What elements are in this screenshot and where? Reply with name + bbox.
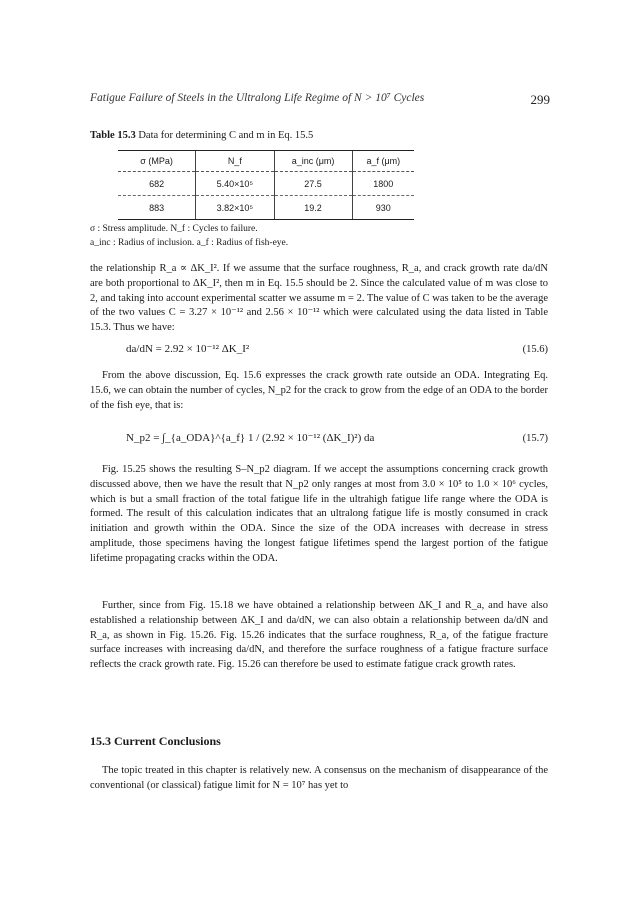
equation: [90, 338, 548, 362]
table-cell: 3.82×10⁵: [196, 196, 274, 220]
table-notes: [90, 222, 288, 250]
table-cell: 883: [118, 196, 196, 220]
body-paragraph: Fig. 15.25 shows the resulting S–N_p2 diagram. If we accept the assumptions concerning crack growth discussed above, then we have the result that N_p2 only ranges at most from 3.0 × 10⁵ to 1.0 × 10⁶ cycles, which is but a small fraction of the total fatigue life in the ultrahigh fatigue life range where the ODA is formed. The result of this calculation indicates that an ultralong fatigue life is mostly consumed in crack initiation and growth within the ODA. Since the size of the ODA increases with decrease in stress amplitude, those specimens having the longest fatigue lifetimes spend the largest portion of the fatigue lifetime propagating cracks within the ODA.: [90, 464, 548, 564]
table-cell: 682: [118, 172, 196, 196]
table-cell: 5.40×10⁵: [196, 172, 274, 196]
table-cell: 27.5: [274, 172, 352, 196]
data-table: [118, 150, 414, 220]
body-paragraph: Further, since from Fig. 15.18 we have obtained a relationship between ΔK_I and R_a, and have also established a relationship between ΔK_I and da/dN, we can also obtain a relationship between da/dN and R_a, as shown in Fig. 15.26. Fig. 15.26 indicates that the surface roughness, R_a, of the fatigue fracture surface increases with increasing da/dN, and therefore the surface roughness of a fatigue fracture surface reflects the crack growth rate. Fig. 15.26 can therefore be used to estimate fatigue crack growth rates.: [90, 600, 548, 671]
table-note: σ : Stress amplitude. N_f : Cycles to failure.: [90, 224, 258, 234]
table-header-cell: σ (MPa): [118, 151, 196, 172]
table-caption: [90, 130, 313, 141]
equation-body: da/dN = 2.92 × 10⁻¹² ΔK_I²: [126, 343, 250, 355]
table-cell: 1800: [352, 172, 414, 196]
table-cell: 930: [352, 196, 414, 220]
table-header-cell: a_inc (μm): [274, 151, 352, 172]
table-note: a_inc : Radius of inclusion. a_f : Radius of fish-eye.: [90, 238, 289, 248]
equation: [90, 422, 548, 456]
equation-number: (15.6): [522, 344, 548, 355]
body-paragraph: From the above discussion, Eq. 15.6 expresses the crack growth rate outside an ODA. Integrating Eq. 15.6, we can obtain the number of cycles, N_p2 for the crack to grow from the edge of an ODA to the border of the fish eye, that is:: [90, 370, 548, 411]
body-paragraph: the relationship R_a ∝ ΔK_I². If we assume that the surface roughness, R_a, and crack growth rate da/dN are both proportional to ΔK_I², then m in Eq. 15.5 should be 2. Since the calculated value of m was close to 2, and taking into account experimental scatter we assume m = 2. The value of C was taken to be the average of the two values C = 3.27 × 10⁻¹² and 2.56 × 10⁻¹² which were calculated using the data listed in Table 15.3. Thus we have:: [90, 263, 548, 334]
running-header: [90, 92, 550, 110]
table-caption-label: Table 15.3: [90, 130, 136, 141]
page-number: 299: [530, 92, 550, 107]
table-row: [118, 172, 414, 196]
table-cell: 19.2: [274, 196, 352, 220]
body-paragraph: The topic treated in this chapter is relatively new. A consensus on the mechanism of disappearance of the conventional (or classical) fatigue limit for N = 10⁷ has yet to: [90, 765, 548, 791]
table-header-cell: N_f: [196, 151, 274, 172]
table-caption-text: Data for determining C and m in Eq. 15.5: [138, 130, 314, 141]
equation-number: (15.7): [522, 433, 548, 444]
equation-body: N_p2 = ∫_{a_ODA}^{a_f} 1 / (2.92 × 10⁻¹² (ΔK_I)²) da: [126, 432, 375, 444]
running-title: Fatigue Failure of Steels in the Ultralong Life Regime of N > 10⁷ Cycles: [90, 92, 425, 104]
table-header-cell: a_f (μm): [352, 151, 414, 172]
table-row: [118, 196, 414, 220]
section-heading: 15.3 Current Conclusions: [90, 734, 221, 748]
